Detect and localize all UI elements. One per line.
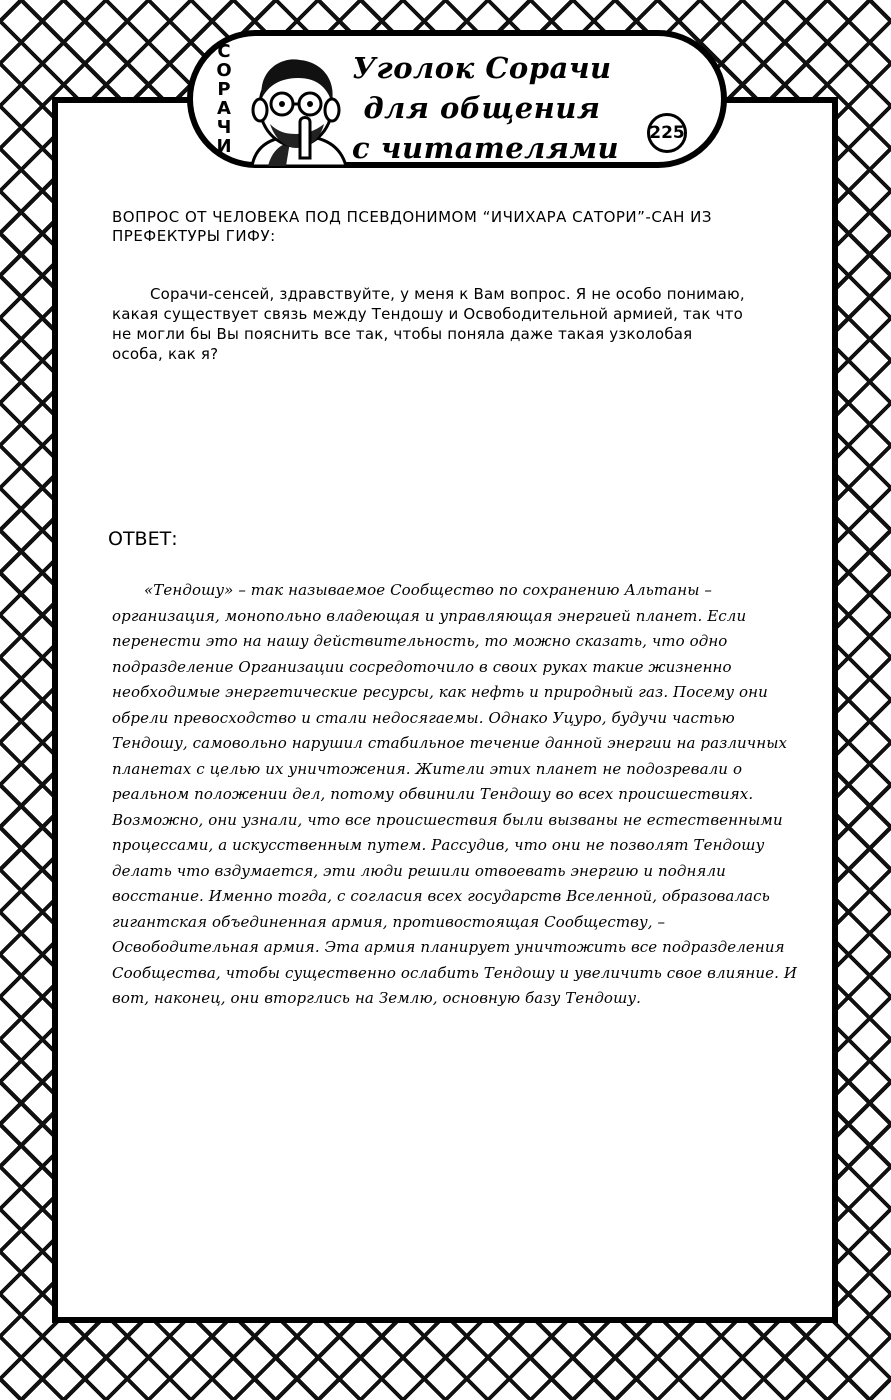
author-portrait-icon	[238, 40, 358, 166]
author-vertical-label	[213, 42, 235, 156]
vertical-letter: И	[216, 136, 232, 157]
title-line: для общения	[363, 91, 601, 125]
title-line: Уголок Сорачи	[352, 51, 612, 85]
vertical-letter: С	[217, 41, 231, 62]
vertical-letter: Ч	[216, 117, 232, 138]
answer-label: ОТВЕТ:	[108, 528, 178, 550]
question-sender: ВОПРОС ОТ ЧЕЛОВЕКА ПОД ПСЕВДОНИМОМ “ИЧИХАРА САТОРИ”-САН ИЗ ПРЕФЕКТУРЫ ГИФУ:	[112, 208, 712, 245]
title-line: с читателями	[352, 131, 620, 165]
answer-text: «Тендошу» – так называемое Сообщество по сохранению Альтаны – организация, монопольно владеющая и управляющая энергией планет. Если перенести это на нашу действительность, то можно сказать, что одно подразделение Организации сосредоточило в своих руках такие жизненно необходимые энергетические ресурсы, как нефть и природный газ. Посему они обрели превосходство и стали недосягаемы. Однако Уцуро, будучи частью Тендошу, самовольно нарушил стабильное течение данной энергии на различных планетах с целью их уничтожения. Жители этих планет не подозревали о реальном положении дел, потому обвинили Тендошу во всех происшествиях. Возможно, они узнали, что все происшествия были вызваны не естественными процессами, а искусственным путем. Рассудив, что они не позволят Тендошу делать что вздумается, эти люди решили отвоевать энергию и подняли восстание. Именно тогда, с согласия всех государств Вселенной, образовалась гигантская объединенная армия, противостоящая Сообществу, – Освободительная армия. Эта армия планирует уничтожить все подразделения Сообщества, чтобы существенно ослабить Тендошу и увеличить свое влияние. И вот, наконец, они вторглись на Землю, основную базу Тендошу.	[112, 581, 798, 1007]
vertical-letter: А	[217, 98, 231, 119]
issue-number-badge: 225	[647, 113, 687, 153]
vertical-letter: О	[216, 60, 232, 81]
page-title	[352, 48, 620, 168]
vertical-letter: Р	[217, 79, 231, 100]
question-text: Сорачи-сенсей, здравствуйте, у меня к Вам вопрос. Я не особо понимаю, какая существует связь между Тендошу и Освободительной армией, так что не могли бы Вы пояснить все так, чтобы поняла даже такая узколобая особа, как я?	[112, 285, 745, 363]
